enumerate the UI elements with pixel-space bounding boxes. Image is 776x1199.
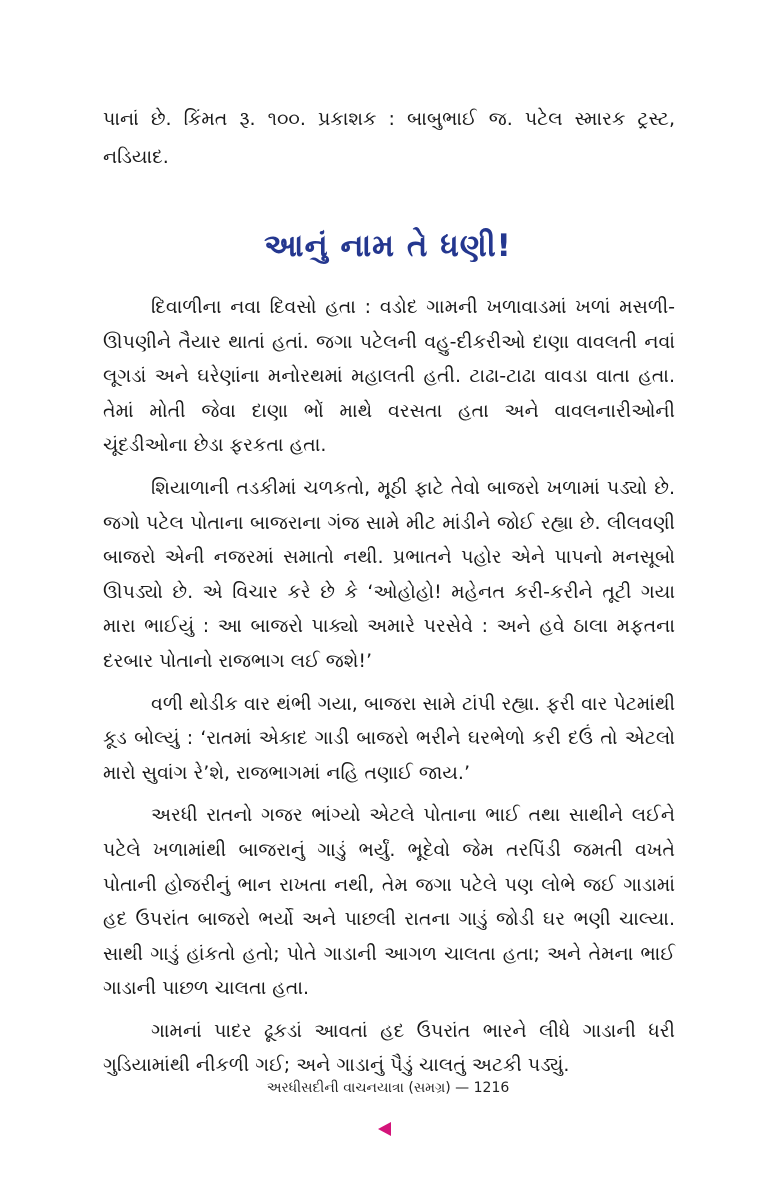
paragraph-2: શિયાળાની તડકીમાં ચળકતો, મૂઠી ફાટે તેવો બાજરો ખળામાં પડ્યો છે. જગો પટેલ પોતાના બાજરાના ગંજ સામે મીટ માંડીને જોઈ રહ્યા છે. લીલવણી બાજરો એની નજરમાં સમાતો નથી. પ્રભાતને પહોર એને પાપનો મનસૂબો ઊપડ્યો છે. એ વિચાર કરે છે કે ‘ઓહોહો! મહેનત કરી-કરીને તૂટી ગયા મારા ભાઈયું : આ બાજરો પાક્યો અમારે પરસેવે : અને હવે ઠાલા મફતના દરબાર પોતાનો રાજભાગ લઈ જશે!’: [103, 476, 675, 672]
intro-text: પાનાં છે. કિંમત રૂ. ૧૦૦. પ્રકાશક : બાબુભાઈ જ. પટેલ સ્મારક ટ્રસ્ટ, નડિયાદ.: [103, 108, 675, 168]
paragraph-3: વળી થોડીક વાર થંભી ગયા, બાજરા સામે ટાંપી રહ્યા. ફરી વાર પેટમાંથી કૂડ બોલ્યું : ‘રાતમાં એકાદ ગાડી બાજરો ભરીને ઘરભેળો કરી દઉં તો એટલો મારો સુવાંગ રે’શે, રાજભાગમાં નહિ તણાઈ જાય.’: [103, 692, 675, 784]
paragraph-4: અરધી રાતનો ગજર ભાંગ્યો એટલે પોતાના ભાઈ તથા સાથીને લઈને પટેલે ખળામાંથી બાજરાનું ગાડું ભર્યું. ભૂદેવો જેમ તરપિંડી જમતી વખતે પોતાની હોજરીનું ભાન રાખતા નથી, તેમ જગા પટેલે પણ લોભે જઈ ગાડામાં હદ ઉપરાંત બાજરો ભર્યો અને પાછલી રાતના ગાડું જોડી ઘર ભણી ચાલ્યા. સાથી ગાડું હાંકતો હતો; પોતે ગાડાની આગળ ચાલતા હતા; અને તેમના ભાઈ ગાડાની પાછળ ચાલતા હતા.: [103, 804, 675, 1000]
intro-paragraph: [103, 100, 675, 176]
paragraph-5: ગામનાં પાદર ઢૂકડાં આવતાં હદ ઉપરાંત ભારને લીધે ગાડાની ધરી ગુડિયામાંથી નીકળી ગઈ; અને ગાડાનું પૈડું ચાલતું અટકી પડ્યું.: [103, 1019, 675, 1077]
article-body: [103, 290, 675, 1091]
paragraph-1: દિવાળીના નવા દિવસો હતા : વડોદ ગામની ખળાવાડમાં ખળાં મસળી-ઊપણીને તૈયાર થાતાં હતાં. જગા પટેલની વહુ-દીકરીઓ દાણા વાવલતી નવાં લૂગડાં અને ઘરેણાંના મનોરથમાં મહાલતી હતી. ટાઢા-ટાઢા વાવડા વાતા હતા. તેમાં મોતી જેવા દાણા ભોં માથે વરસતા હતા અને વાવલનારીઓની ચૂંદડીઓના છેડા ફરકતા હતા.: [103, 296, 675, 457]
previous-page-arrow-icon[interactable]: [378, 1122, 391, 1136]
page-footer: અરધીસદીની વાચનયાત્રા (સમગ્ર) — 1216: [266, 1080, 510, 1096]
article-title: આનું નામ તે ધણી!: [264, 228, 512, 264]
